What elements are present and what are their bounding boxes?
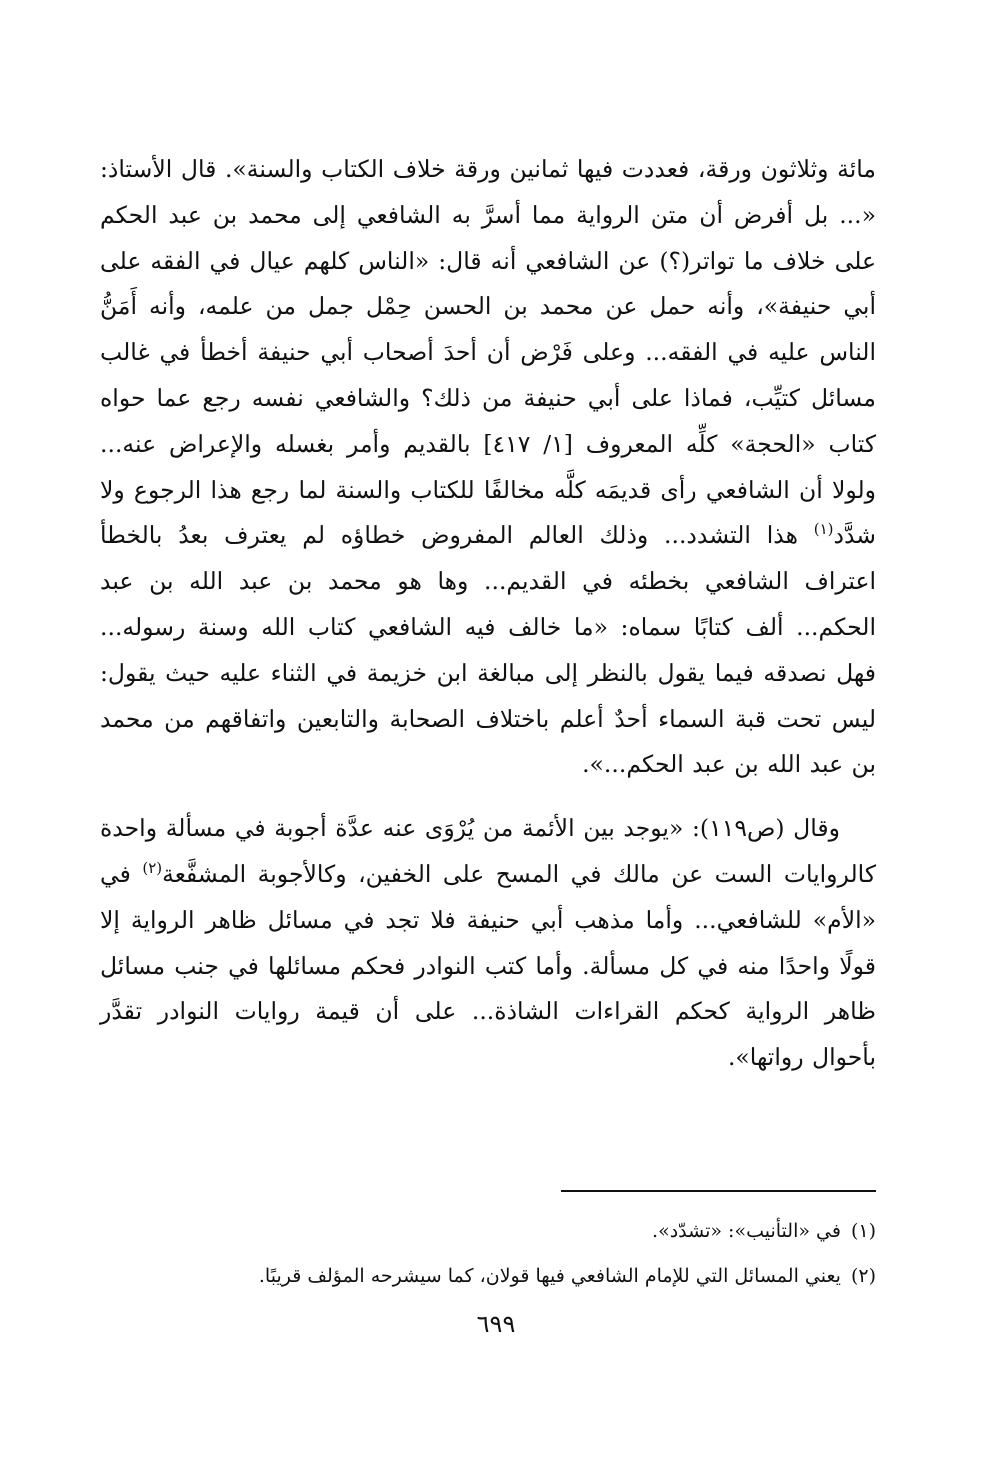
- paragraph-text: في «الأم» للشافعي... وأما مذهب أبي حنيفة فلا تجد في مسائل ظاهر الرواية إلا قولًا واحدًا منه في كل مسألة. وأما كتب النوادر فحكم مسائلها في جنب مسائل ظاهر الرواية كحكم القراءات الشاذة... على أن قيمة روايات النوادر تقدَّر بأحوال رواتها».: [100, 859, 876, 1072]
- footnote-text: في «التأنيب»: «تشدّد».: [652, 1220, 841, 1242]
- footnote: [100, 1209, 876, 1254]
- footnote-marker[interactable]: (٢): [142, 859, 163, 878]
- footnote-number: (١): [850, 1220, 876, 1242]
- footnote-number: (٢): [850, 1265, 876, 1287]
- footnote-marker[interactable]: (١): [813, 520, 834, 539]
- paragraph: [100, 147, 876, 788]
- paragraph-text: مائة وثلاثون ورقة، فعددت فيها ثمانين ورقة خلاف الكتاب والسنة». قال الأستاذ: «... بل أفرض أن متن الرواية مما أسرَّ به الشافعي إلى محمد بن عبد الحكم على خلاف ما تواتر(؟) عن الشافعي أنه قال: «الناس كلهم عيال في الفقه على أبي حنيفة»، وأنه حمل عن محمد بن الحسن حِمْل جمل من علمه، وأنه أَمَنُّ الناس عليه في الفقه... وعلى فَرْض أن أحدَ أصحاب أبي حنيفة أخطأ في غالب مسائل كتيِّب، فماذا على أبي حنيفة من ذلك؟ والشافعي نفسه رجع عما حواه كتاب «الحجة» كلِّه المعروف [١/ ٤١٧] بالقديم وأمر بغسله والإعراض عنه... ولولا أن الشافعي رأى قديمَه كلَّه مخالفًا للكتاب والسنة لما رجع هذا الرجوع ولا شدَّد: [100, 155, 877, 550]
- paragraph-text: هذا التشدد... وذلك العالم المفروض خطاؤه لم يعترف بعدُ بالخطأ اعتراف الشافعي بخطئه في القديم... وها هو محمد بن عبد الله بن عبد الحكم... ألف كتابًا سماه: «ما خالف فيه الشافعي كتاب الله وسنة رسوله... فهل نصدقه فيما يقول بالنظر إلى مبالغة ابن خزيمة في الثناء عليه حيث يقول: ليس تحت قبة السماء أحدٌ أعلم باختلاف الصحابة والتابعين واتفاقهم من محمد بن عبد الله بن عبد الحكم...».: [100, 521, 876, 779]
- page-number: ٦٩٩: [476, 1310, 516, 1338]
- paragraph-text: وقال (ص١١٩): «يوجد بين الأئمة من يُرْوَى عنه عدَّة أجوبة في مسألة واحدة كالروايات الست عن مالك في المسح على الخفين، وكالأجوبة المشفَّعة: [100, 814, 877, 888]
- main-text: [100, 147, 877, 1287]
- footnote-divider: [561, 1190, 876, 1192]
- footnotes: [100, 1209, 876, 1299]
- paragraph: [100, 806, 876, 1081]
- footnote-text: يعني المسائل التي للإمام الشافعي فيها قولان، كما سيشرحه المؤلف قريبًا.: [258, 1265, 841, 1287]
- footnote: [100, 1254, 876, 1299]
